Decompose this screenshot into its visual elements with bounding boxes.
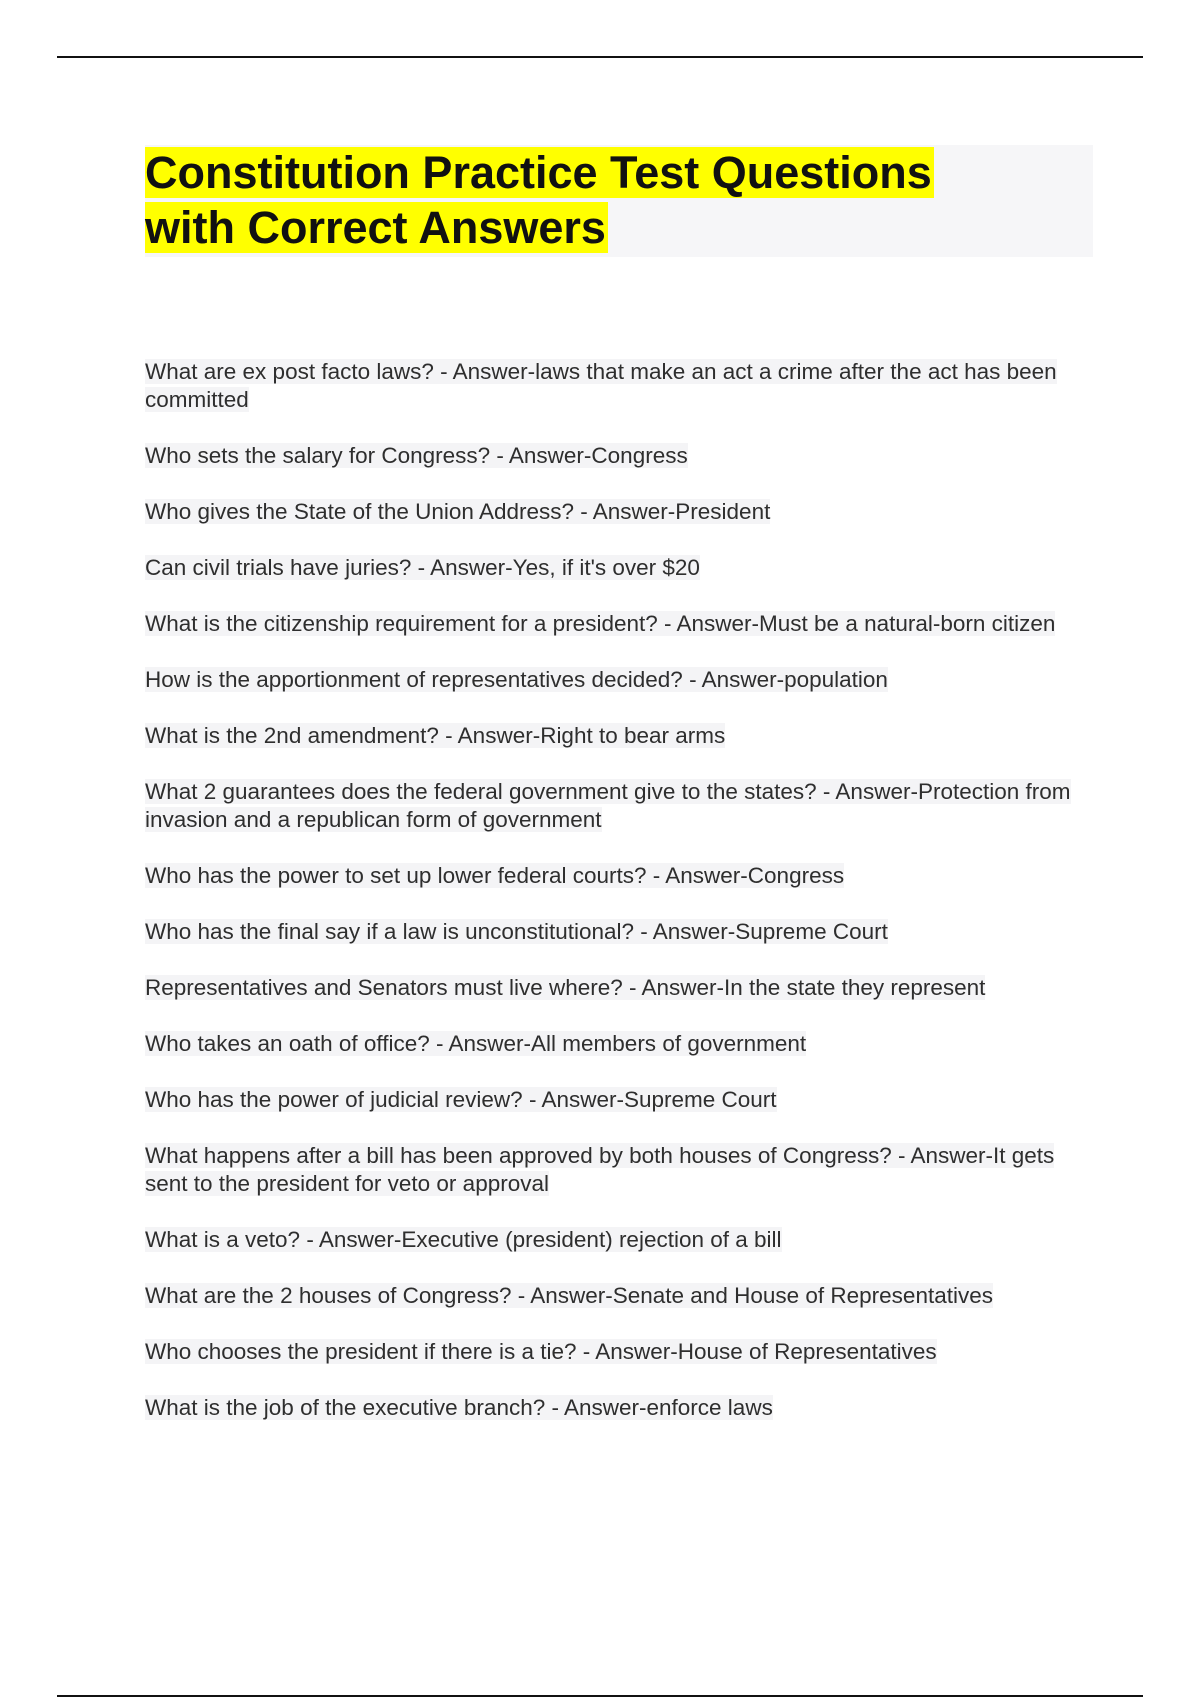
qa-item: [145, 918, 1095, 946]
qa-text: Who chooses the president if there is a tie? - Answer-House of Representatives: [145, 1339, 937, 1364]
qa-item: [145, 1086, 1095, 1114]
qa-item: [145, 974, 1095, 1002]
qa-text: Can civil trials have juries? - Answer-Yes, if it's over $20: [145, 555, 700, 580]
qa-text: Who has the final say if a law is unconstitutional? - Answer-Supreme Court: [145, 919, 888, 944]
qa-text: What is the 2nd amendment? - Answer-Right to bear arms: [145, 723, 726, 748]
qa-item: [145, 862, 1095, 890]
qa-text: What 2 guarantees does the federal government give to the states? - Answer-Protection from invasion and a republican form of government: [145, 779, 1071, 832]
qa-text: What are the 2 houses of Congress? - Answer-Senate and House of Representatives: [145, 1283, 993, 1308]
qa-item: [145, 1030, 1095, 1058]
qa-item: [145, 442, 1095, 470]
qa-text: Who takes an oath of office? - Answer-All members of government: [145, 1031, 807, 1056]
qa-item: [145, 722, 1095, 750]
qa-text: What are ex post facto laws? - Answer-laws that make an act a crime after the act has been committed: [145, 359, 1057, 412]
qa-item: [145, 1282, 1095, 1310]
qa-item: [145, 666, 1095, 694]
qa-item: [145, 1142, 1095, 1198]
qa-text: What is a veto? - Answer-Executive (president) rejection of a bill: [145, 1227, 782, 1252]
qa-item: [145, 1394, 1095, 1422]
title-line-2: with Correct Answers: [145, 202, 606, 253]
qa-text: Who sets the salary for Congress? - Answer-Congress: [145, 443, 688, 468]
document-title: [145, 145, 1093, 255]
qa-item: [145, 498, 1095, 526]
qa-text: What is the job of the executive branch? - Answer-enforce laws: [145, 1395, 773, 1420]
qa-text: Who has the power of judicial review? - Answer-Supreme Court: [145, 1087, 777, 1112]
qa-text: Who has the power to set up lower federal courts? - Answer-Congress: [145, 863, 845, 888]
title-block: [145, 145, 1093, 257]
qa-item: [145, 1338, 1095, 1366]
qa-item: [145, 358, 1095, 414]
title-line-1: Constitution Practice Test Questions: [145, 147, 932, 198]
qa-item: [145, 554, 1095, 582]
qa-text: What is the citizenship requirement for a president? - Answer-Must be a natural-born citizen: [145, 611, 1056, 636]
qa-text: Representatives and Senators must live where? - Answer-In the state they represent: [145, 975, 986, 1000]
bottom-rule: [57, 1695, 1143, 1697]
qa-item: [145, 610, 1095, 638]
qa-item: [145, 778, 1095, 834]
qa-list: [145, 358, 1095, 1450]
qa-text: Who gives the State of the Union Address? - Answer-President: [145, 499, 771, 524]
qa-text: How is the apportionment of representatives decided? - Answer-population: [145, 667, 888, 692]
qa-item: [145, 1226, 1095, 1254]
qa-text: What happens after a bill has been approved by both houses of Congress? - Answer-It gets sent to the president for veto or approval: [145, 1143, 1055, 1196]
top-rule: [57, 56, 1143, 58]
